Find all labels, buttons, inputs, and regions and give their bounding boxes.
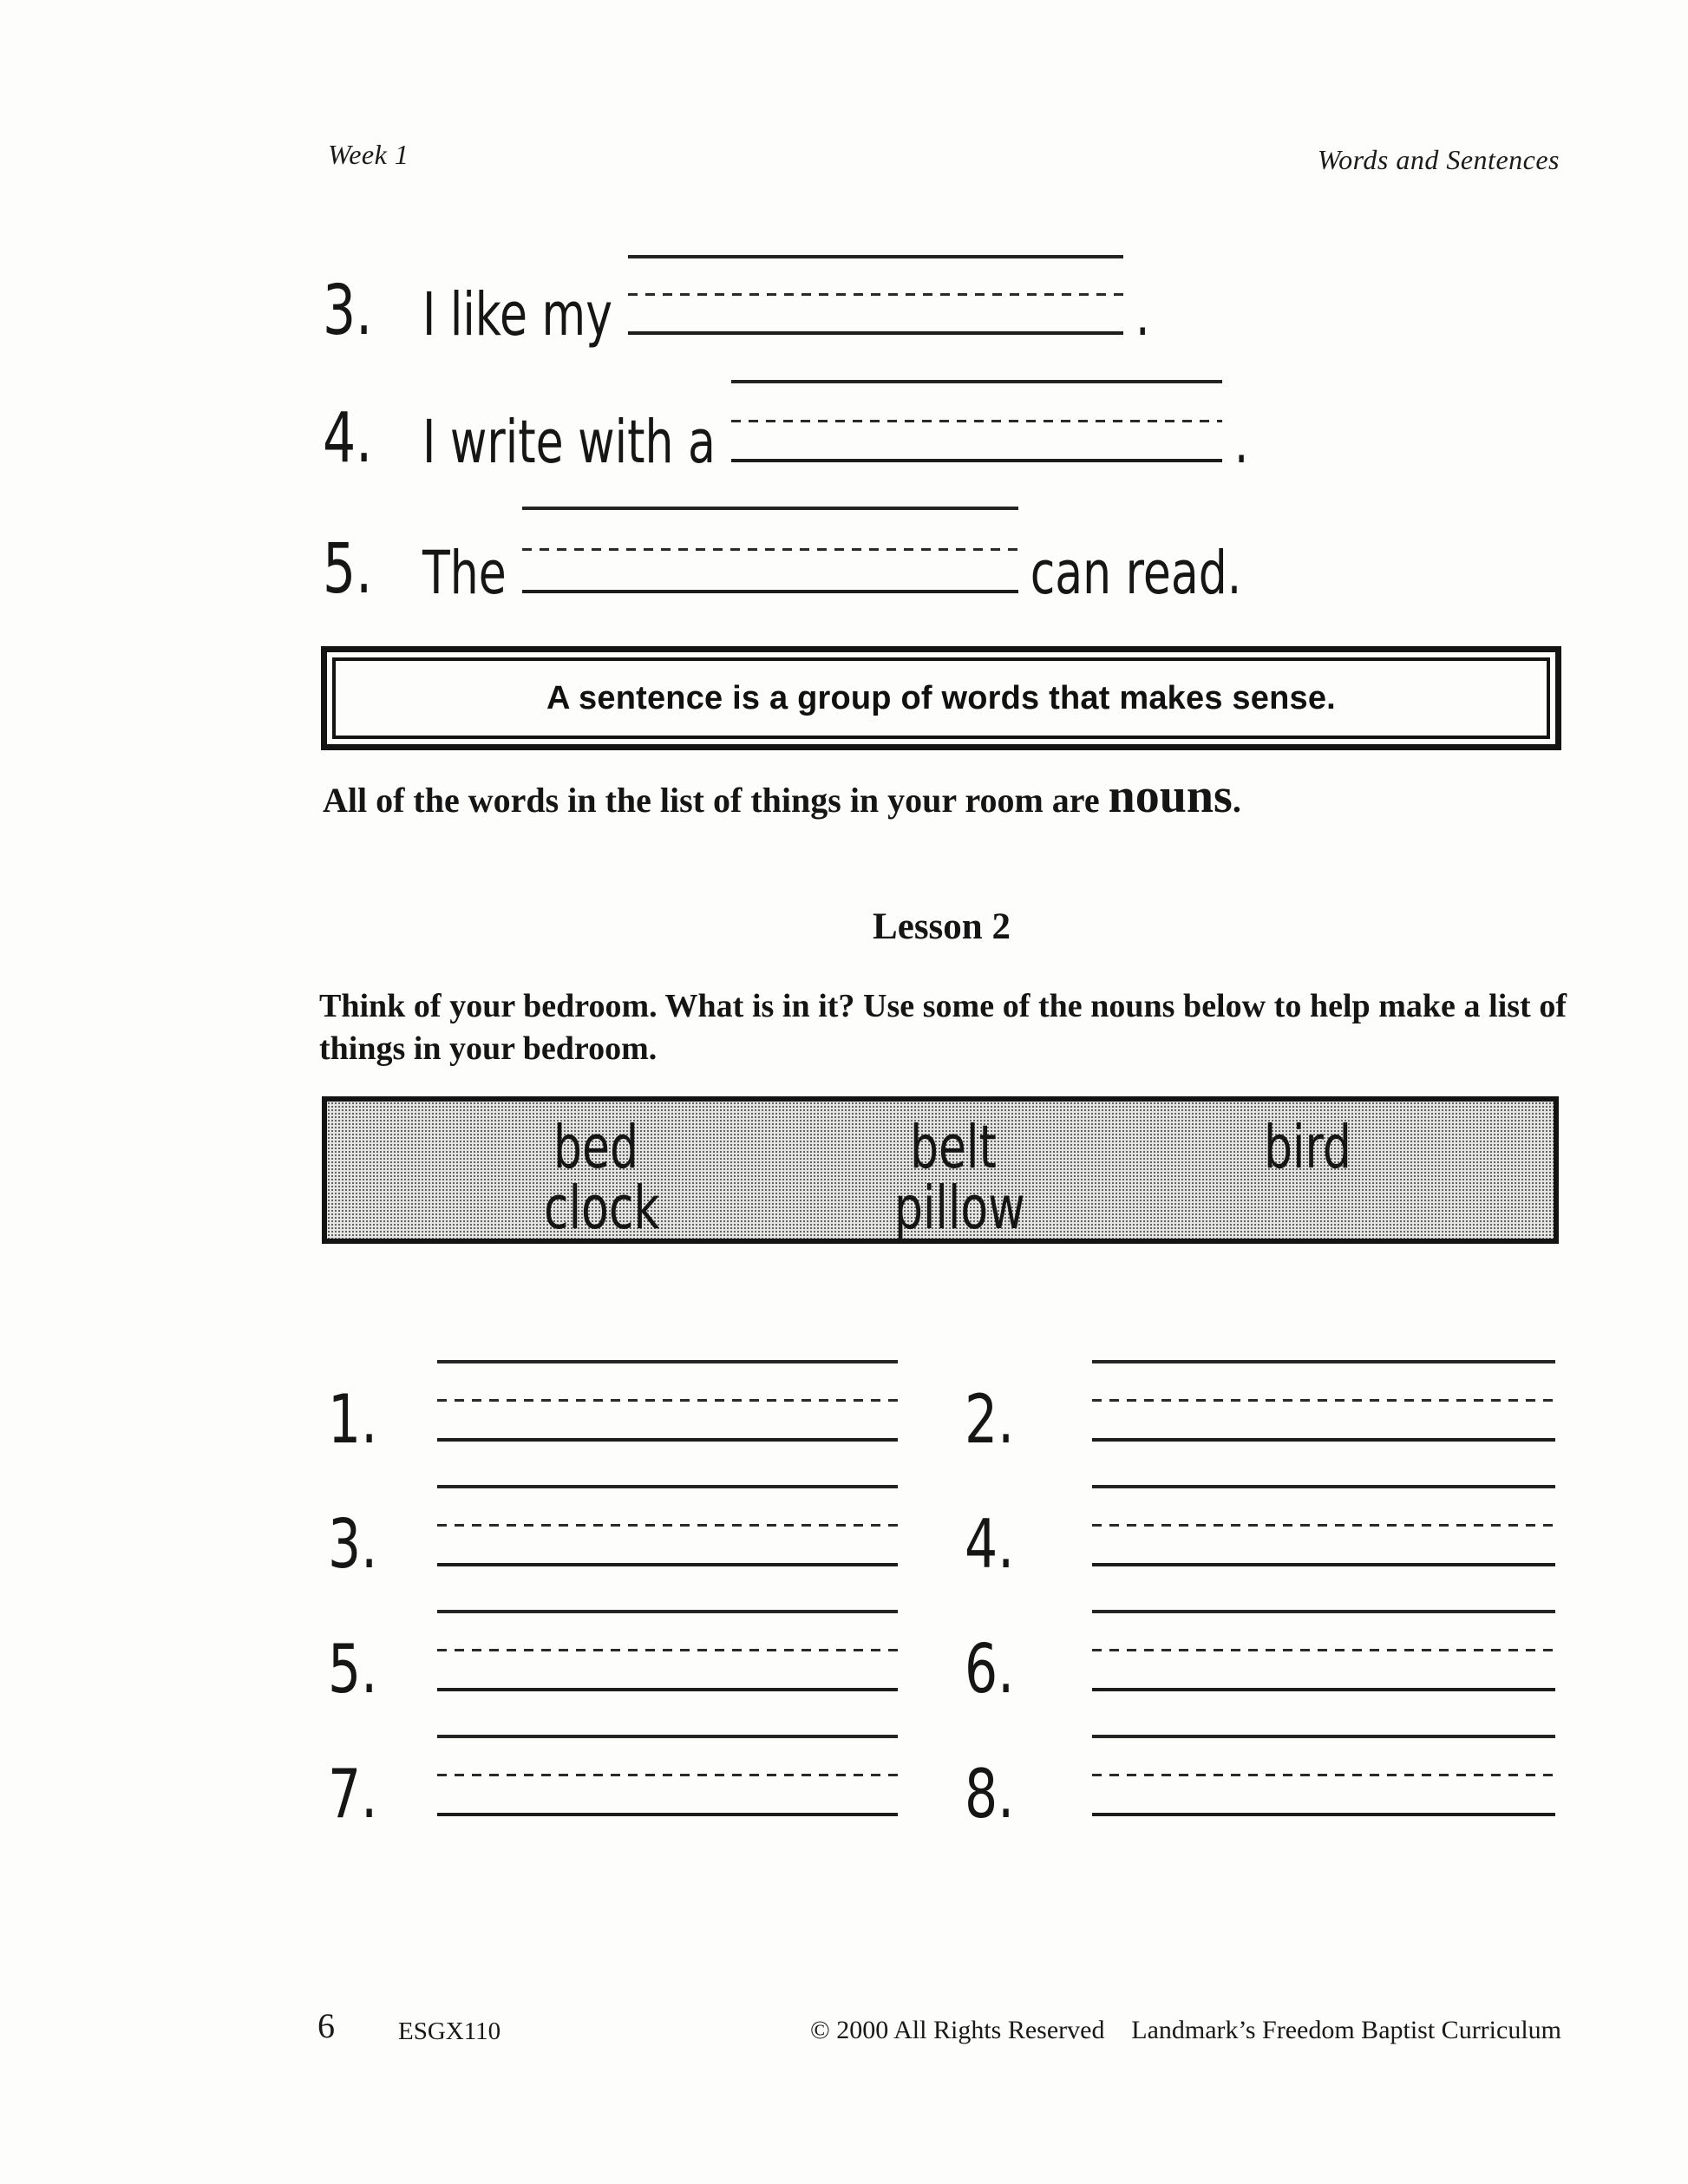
writing-blank (437, 1735, 898, 1816)
sentence-number: 3. (323, 271, 373, 351)
list-number: 6. (965, 1630, 1015, 1710)
writing-blank (1092, 1735, 1555, 1816)
blank-dashed-line (437, 1399, 898, 1402)
lesson-instructions: Think of your bedroom. What is in it? Use some of the nouns below to help make a list of things in your bedroom. (319, 988, 1567, 1067)
sentence-item-5 (323, 507, 1242, 610)
list-item-8 (965, 1735, 1555, 1834)
rule-box-text: A sentence is a group of words that makes sense. (546, 679, 1336, 716)
page-number: 6 (317, 2006, 335, 2045)
list-item-1 (328, 1360, 898, 1460)
list-item-4 (965, 1485, 1555, 1585)
sentence-number: 5. (323, 529, 373, 610)
blank-dashed-line (522, 548, 1018, 551)
writing-blank (437, 1360, 898, 1442)
list-number: 3. (328, 1505, 378, 1585)
publisher-name: Landmark’s Freedom Baptist Curriculum (1131, 2016, 1561, 2044)
sentence-item-3 (323, 255, 1150, 351)
sentence-text-before: The (422, 539, 507, 609)
blank-base-line (437, 1563, 898, 1566)
nouns-note (323, 769, 1241, 823)
noun-word: pillow (894, 1174, 1025, 1244)
copyright-notice: © 2000 All Rights Reserved (810, 2016, 1105, 2044)
writing-blank (731, 380, 1222, 462)
blank-dashed-line (437, 1524, 898, 1527)
rule-box-inner-border (332, 657, 1550, 739)
blank-top-line (522, 507, 1018, 510)
blank-top-line (437, 1485, 898, 1488)
writing-blank (437, 1610, 898, 1691)
blank-base-line (1092, 1563, 1555, 1566)
blank-base-line (1092, 1813, 1555, 1816)
noun-word: bed (553, 1114, 639, 1183)
list-item-7 (328, 1735, 898, 1834)
sentence-text-before: I like my (422, 281, 612, 350)
blank-base-line (1092, 1438, 1555, 1442)
writing-blank (1092, 1360, 1555, 1442)
sentence-text-before: I write with a (422, 409, 716, 478)
blank-dashed-line (731, 420, 1222, 422)
list-number: 5. (328, 1630, 378, 1710)
writing-blank (1092, 1610, 1555, 1691)
list-number: 1. (328, 1380, 378, 1460)
nouns-note-period: . (1232, 781, 1241, 820)
blank-base-line (731, 459, 1222, 462)
blank-base-line (437, 1813, 898, 1816)
blank-dashed-line (1092, 1774, 1555, 1776)
noun-word: bird (1264, 1114, 1351, 1183)
blank-dashed-line (1092, 1649, 1555, 1651)
blank-base-line (522, 590, 1018, 593)
list-item-2 (965, 1360, 1555, 1460)
blank-top-line (1092, 1360, 1555, 1363)
lesson-title: Lesson 2 (873, 906, 1011, 947)
nouns-note-emphasis: nouns (1108, 769, 1233, 823)
blank-top-line (628, 255, 1123, 258)
blank-top-line (437, 1735, 898, 1738)
blank-top-line (1092, 1610, 1555, 1613)
list-number: 2. (965, 1380, 1015, 1460)
sentence-text-after: can read. (1030, 539, 1242, 609)
noun-word: belt (910, 1114, 997, 1183)
blank-base-line (437, 1438, 898, 1442)
course-code: ESGX110 (398, 2017, 501, 2045)
blank-dashed-line (1092, 1399, 1555, 1402)
noun-word: clock (544, 1174, 660, 1244)
sentence-number: 4. (323, 398, 373, 479)
blank-base-line (437, 1688, 898, 1691)
list-number: 4. (965, 1505, 1015, 1585)
sentence-text-after: . (1233, 409, 1249, 478)
blank-dashed-line (628, 293, 1123, 296)
sentence-text-after: . (1135, 281, 1150, 350)
blank-dashed-line (1092, 1524, 1555, 1527)
blank-top-line (1092, 1485, 1555, 1488)
writing-blank (1092, 1485, 1555, 1566)
header-unit-title: Words and Sentences (1317, 144, 1560, 175)
blank-base-line (1092, 1688, 1555, 1691)
blank-top-line (437, 1360, 898, 1363)
rule-box (321, 646, 1561, 750)
list-item-3 (328, 1485, 898, 1585)
list-item-6 (965, 1610, 1555, 1710)
sentence-item-4 (323, 380, 1249, 479)
writing-blank (628, 255, 1123, 335)
blank-top-line (1092, 1735, 1555, 1738)
blank-base-line (628, 331, 1123, 335)
noun-word-bank (322, 1096, 1559, 1244)
nouns-note-text: All of the words in the list of things in your room are (323, 781, 1109, 820)
header-week: Week 1 (328, 139, 409, 170)
list-number: 7. (328, 1755, 378, 1834)
blank-top-line (731, 380, 1222, 383)
blank-dashed-line (437, 1649, 898, 1651)
list-number: 8. (965, 1755, 1015, 1834)
writing-blank (522, 507, 1018, 593)
writing-blank (437, 1485, 898, 1566)
list-item-5 (328, 1610, 898, 1710)
blank-dashed-line (437, 1774, 898, 1776)
blank-top-line (437, 1610, 898, 1613)
